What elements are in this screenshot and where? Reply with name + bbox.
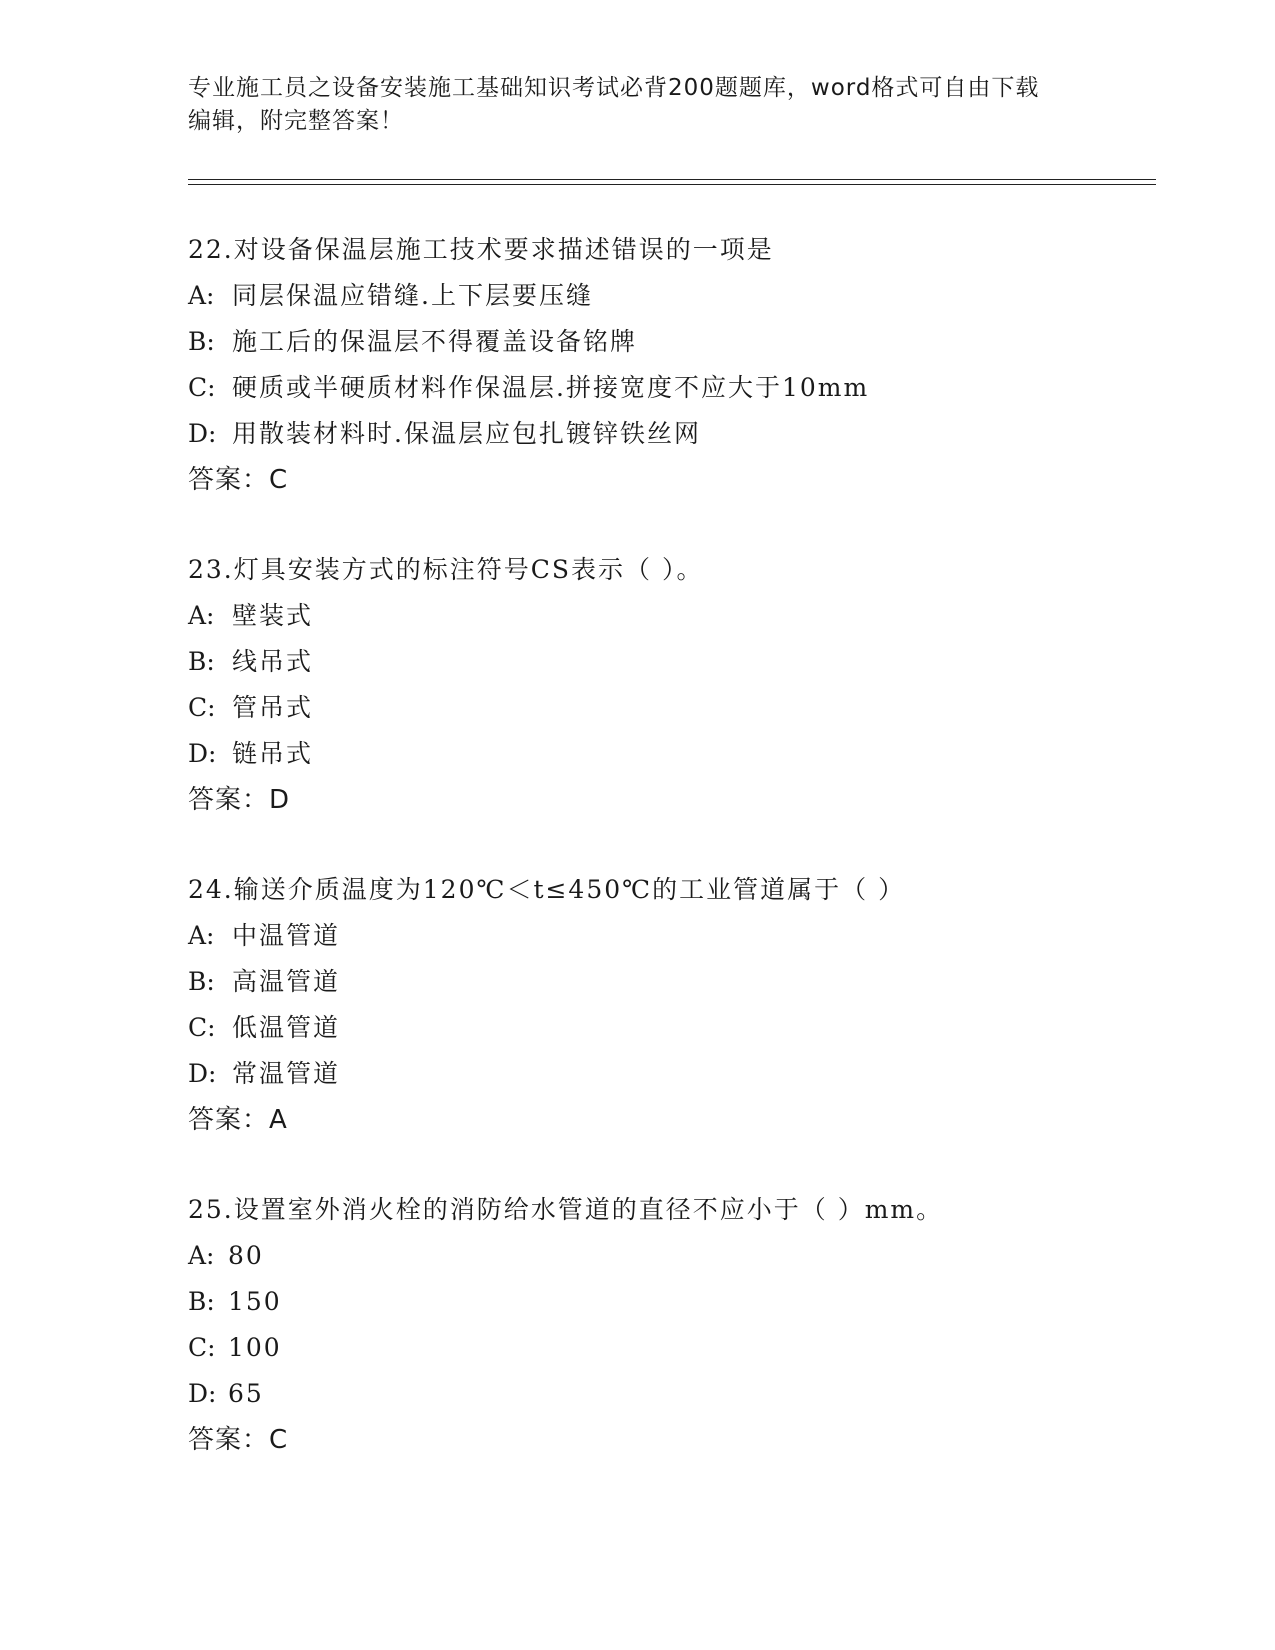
option-c [188,365,1148,411]
option-label: D: [188,1059,217,1088]
question-stem: 24.输送介质温度为120℃＜t≤450℃的工业管道属于（ ） [188,875,906,904]
question-stem: 25.设置室外消火栓的消防给水管道的直径不应小于（ ）mm。 [188,1195,944,1224]
option-text: 链吊式 [232,739,314,768]
header-divider-top [188,179,1156,180]
option-text: 65 [228,1379,264,1408]
option-label: A: [188,281,215,310]
option-label: B: [188,647,215,676]
option-label: A: [188,601,215,630]
header-line-2: 编辑，附完整答案！ [188,108,404,134]
option-text: 用散装材料时.保温层应包扎镀锌铁丝网 [232,419,701,448]
option-text: 高温管道 [232,967,341,996]
option-text: 同层保温应错缝.上下层要压缝 [232,281,593,310]
question-block [188,867,1148,1143]
option-text: 80 [228,1241,264,1270]
question-stem: 22.对设备保温层施工技术要求描述错误的一项是 [188,235,774,264]
option-text: 常温管道 [232,1059,341,1088]
option-label: A: [188,1241,215,1270]
option-label: B: [188,967,215,996]
option-text: 中温管道 [232,921,341,950]
option-b [188,959,1148,1005]
option-label: C: [188,693,216,722]
option-d [188,411,1148,457]
option-d [188,731,1148,777]
option-b [188,1279,1148,1325]
option-text: 硬质或半硬质材料作保温层.拼接宽度不应大于10mm [232,373,870,402]
answer-line: 答案：C [188,1425,289,1455]
option-label: D: [188,739,217,768]
option-a [188,1233,1148,1279]
header-line-1: 专业施工员之设备安装施工基础知识考试必背200题题库，word格式可自由下载 [188,75,1040,101]
option-label: B: [188,1287,215,1316]
option-label: B: [188,327,215,356]
option-d [188,1051,1148,1097]
answer-line: 答案：C [188,465,289,495]
option-d [188,1371,1148,1417]
option-label: D: [188,1379,217,1408]
option-label: C: [188,1333,216,1362]
header-divider-bottom [188,184,1156,185]
question-stem: 23.灯具安装方式的标注符号CS表示（ ）。 [188,555,704,584]
option-label: C: [188,1013,216,1042]
option-c [188,1325,1148,1371]
option-label: D: [188,419,217,448]
option-text: 管吊式 [232,693,314,722]
option-c [188,685,1148,731]
question-block [188,227,1148,503]
option-a [188,913,1148,959]
option-text: 低温管道 [232,1013,341,1042]
answer-line: 答案：D [188,785,291,815]
option-text: 100 [228,1333,282,1362]
option-text: 壁装式 [232,601,314,630]
option-b [188,319,1148,365]
option-label: A: [188,921,215,950]
question-block [188,547,1148,823]
option-a [188,273,1148,319]
option-b [188,639,1148,685]
document-header [188,72,1088,138]
option-text: 线吊式 [232,647,314,676]
answer-line: 答案：A [188,1105,288,1135]
option-a [188,593,1148,639]
option-label: C: [188,373,216,402]
question-block [188,1187,1148,1463]
option-text: 150 [228,1287,282,1316]
option-c [188,1005,1148,1051]
option-text: 施工后的保温层不得覆盖设备铭牌 [232,327,638,356]
